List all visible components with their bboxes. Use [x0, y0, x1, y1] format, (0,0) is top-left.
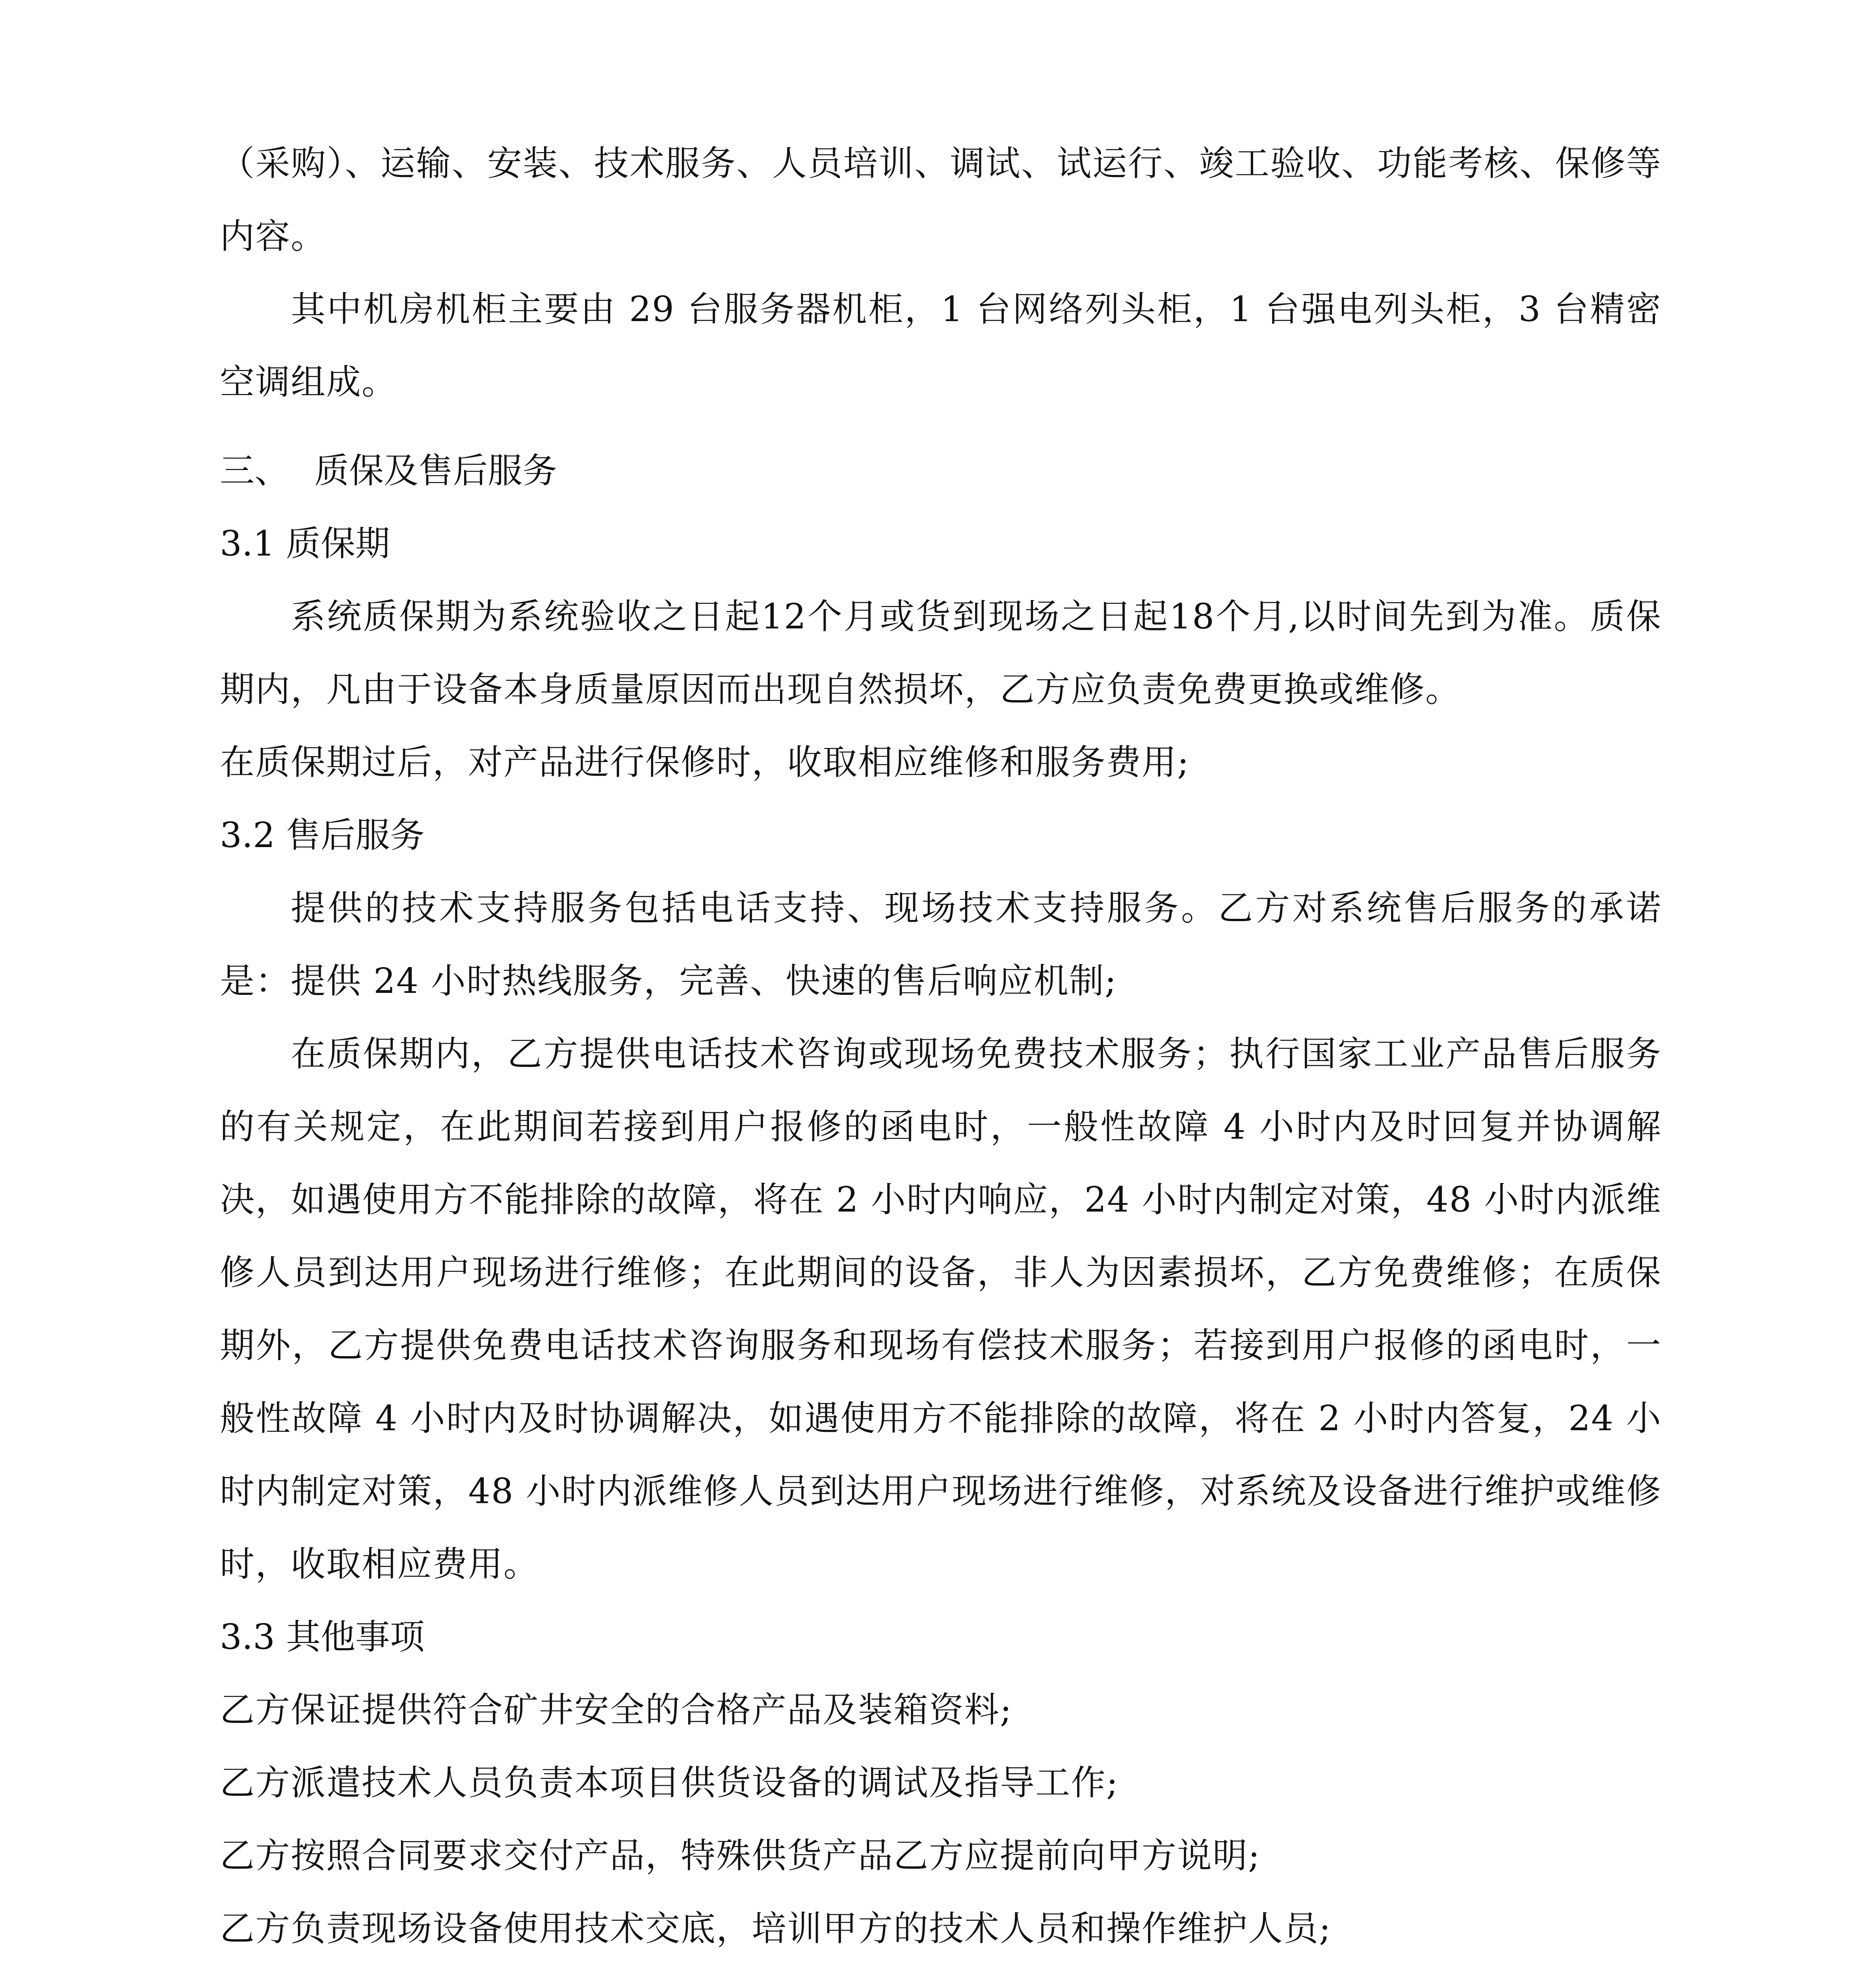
- section-3-heading: [220, 434, 1662, 507]
- section-3-title: 质保及售后服务: [314, 450, 557, 491]
- section-3-3-item-3: 乙方按照合同要求交付产品，特殊供货产品乙方应提前向甲方说明;: [220, 1835, 1261, 1876]
- section-3-2-paragraph-2: 在质保期内，乙方提供电话技术咨询或现场免费技术服务；执行国家工业产品售后服务的有关规定，在此期间若接到用户报修的函电时，一般性故障 4 小时内及时回复并协调解决，如遇使用方不能排除的故障，将在 2 小时内响应，24 小时内制定对策，48 小时内派维修人员到达用户现场进行维修；在此期间的设备，非人为因素损坏，乙方免费维修；在质保期外，乙方提供免费电话技术咨询服务和现场有偿技术服务；若接到用户报修的函电时，一般性故障 4 小时内及时协调解决，如遇使用方不能排除的故障，将在 2 小时内答复，24 小时内制定对策，48 小时内派维修人员到达用户现场进行维修，对系统及设备进行维护或维修时，收取相应费用。: [220, 1033, 1662, 1584]
- section-3-2-heading: 3.2 售后服务: [220, 815, 425, 855]
- section-3-3-item-4: 乙方负责现场设备使用技术交底，培训甲方的技术人员和操作维护人员;: [220, 1908, 1332, 1949]
- document-body: [220, 127, 1662, 1970]
- section-3-3-item-5: [220, 1965, 1662, 1970]
- section-3-1-paragraph-1: 系统质保期为系统验收之日起12个月或货到现场之日起18个月,以时间先到为准。质保期内，凡由于设备本身质量原因而出现自然损坏，乙方应负责免费更换或维修。: [220, 596, 1662, 710]
- section-3-2-paragraph-1: 提供的技术支持服务包括电话支持、现场技术支持服务。乙方对系统售后服务的承诺是：提供 24 小时热线服务，完善、快速的售后响应机制;: [220, 888, 1662, 1001]
- section-3-1-paragraph-2: 在质保期过后，对产品进行保修时，收取相应维修和服务费用;: [220, 742, 1190, 782]
- section-3-3-item-1: 乙方保证提供符合矿井安全的合格产品及装箱资料;: [220, 1689, 1012, 1730]
- intro-paragraph-2: 其中机房机柜主要由 29 台服务器机柜，1 台网络列头柜，1 台强电列头柜，3 台精密空调组成。: [220, 289, 1662, 402]
- section-3-3-item-2: 乙方派遣技术人员负责本项目供货设备的调试及指导工作;: [220, 1762, 1119, 1803]
- section-3-1-heading: 3.1 质保期: [220, 523, 390, 564]
- intro-paragraph-1: （采购）、运输、安装、技术服务、人员培训、调试、试运行、竣工验收、功能考核、保修等内容。: [220, 143, 1662, 256]
- section-3-number: 三、: [220, 450, 290, 491]
- section-3-3-heading: 3.3 其他事项: [220, 1617, 425, 1657]
